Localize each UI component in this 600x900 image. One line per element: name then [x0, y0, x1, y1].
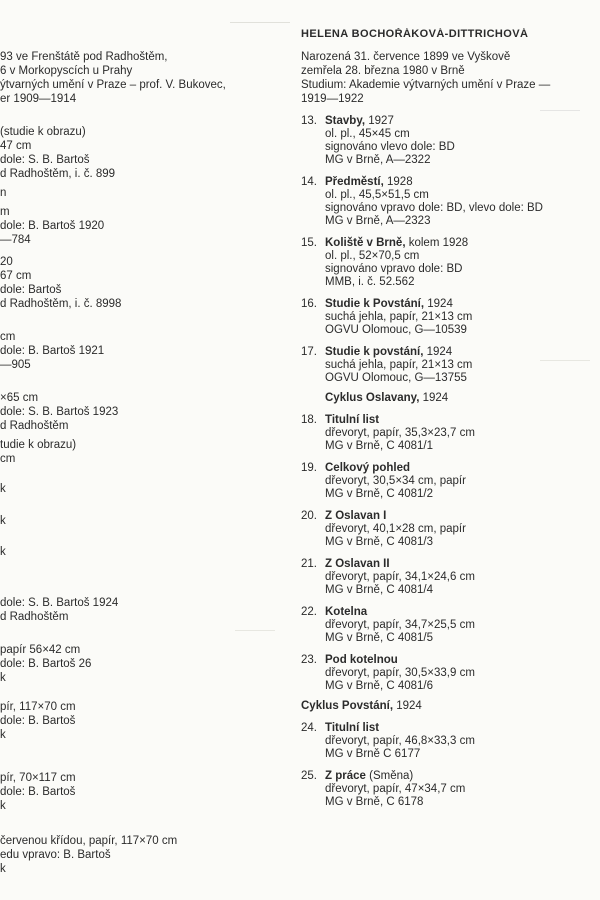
catalogue-entry	[301, 297, 600, 337]
left-column-line: pír, 70×117 cm	[0, 772, 76, 784]
left-column-line: d Radhoštěm, i. č. 899	[0, 168, 116, 180]
entry-number: 14.	[301, 176, 317, 188]
catalogue-entry	[301, 721, 600, 761]
left-column-line: dole: Bartoš	[0, 284, 62, 296]
entry-title: Studie k Povstání,	[325, 298, 425, 310]
left-column-line: edu vpravo: B. Bartoš	[0, 849, 111, 861]
bio-line: zemřela 28. března 1980 v Brně	[301, 65, 465, 77]
entry-title: Pod kotelnou	[325, 654, 398, 666]
left-column-line: dole: S. B. Bartoš 1924	[0, 597, 119, 609]
left-column-line: ×65 cm	[0, 392, 39, 404]
entry-heading	[301, 345, 600, 359]
left-column-line: červenou křídou, papír, 117×70 cm	[0, 835, 178, 847]
entry-title: Koliště v Brně,	[325, 237, 406, 249]
entry-heading	[301, 114, 600, 128]
left-column-line: k	[0, 515, 6, 527]
entry-detail-line: dřevoryt, papír, 46,8×33,3 cm	[325, 735, 475, 747]
entry-detail-line: OGVU Olomouc, G—10539	[325, 324, 467, 336]
left-column-line: k	[0, 800, 6, 812]
entry-detail-line: MG v Brně, C 4081/3	[325, 536, 434, 548]
entry-title: Studie k povstání,	[325, 346, 424, 358]
entry-detail-line: MMB, i. č. 52.562	[325, 276, 415, 288]
catalogue-entry	[301, 605, 600, 645]
entry-title: Titulní list	[325, 414, 380, 426]
entry-details	[301, 189, 600, 228]
entry-details	[301, 475, 600, 501]
entry-heading	[301, 413, 600, 427]
left-column-line: 47 cm	[0, 140, 32, 152]
entry-details	[301, 523, 600, 549]
entry-details	[301, 128, 600, 167]
entry-title: Z Oslavan II	[325, 558, 390, 570]
entry-title: Celkový pohled	[325, 462, 410, 474]
left-column-line: cm	[0, 331, 16, 343]
catalogue-entry	[301, 175, 600, 228]
entry-year: 1927	[365, 115, 394, 127]
entry-heading	[301, 297, 600, 311]
entry-year: (Směna)	[365, 770, 414, 782]
entry-heading	[301, 461, 600, 475]
entry-detail-line: suchá jehla, papír, 21×13 cm	[325, 311, 473, 323]
catalogue-entry	[301, 413, 600, 453]
left-column-line: —784	[0, 234, 31, 246]
right-column	[301, 28, 600, 817]
left-column-line: dole: B. Bartoš	[0, 786, 76, 798]
entry-details	[301, 667, 600, 693]
entry-heading	[301, 721, 600, 735]
left-column-line: k	[0, 672, 6, 684]
left-column-line: ýtvarných umění v Praze – prof. V. Bukovec,	[0, 79, 226, 91]
left-column-line: cm	[0, 453, 16, 465]
entry-number: 17.	[301, 346, 317, 358]
bio-line: Studium: Akademie výtvarných umění v Praze —	[301, 79, 551, 91]
entry-detail-line: dřevoryt, papír, 47×34,7 cm	[325, 783, 466, 795]
entry-details	[301, 250, 600, 289]
entry-detail-line: OGVU Olomouc, G—13755	[325, 372, 467, 384]
entry-number: 16.	[301, 298, 317, 310]
entry-number: 15.	[301, 237, 317, 249]
left-column-line: m	[0, 206, 10, 218]
entry-title: Kotelna	[325, 606, 368, 618]
left-column-line: er 1909—1914	[0, 93, 77, 105]
entry-detail-line: dřevoryt, papír, 34,1×24,6 cm	[325, 571, 475, 583]
left-column-line: k	[0, 546, 6, 558]
left-column-line: 6 v Morkopyscích u Prahy	[0, 65, 133, 77]
cycle-name: Cyklus Povstání,	[301, 700, 394, 712]
cycle-heading	[301, 699, 600, 713]
entry-detail-line: MG v Brně, A—2323	[325, 215, 431, 227]
entry-number: 23.	[301, 654, 317, 666]
entry-heading	[301, 769, 600, 783]
entry-detail-line: ol. pl., 52×70,5 cm	[325, 250, 420, 262]
entry-heading	[301, 557, 600, 571]
entry-details	[301, 571, 600, 597]
cycle-year: 1924	[393, 700, 422, 712]
catalogue-entry	[301, 236, 600, 289]
entry-detail-line: dřevoryt, papír, 34,7×25,5 cm	[325, 619, 475, 631]
left-column-line: dole: B. Bartoš 1920	[0, 220, 105, 232]
entry-year: kolem 1928	[405, 237, 469, 249]
left-column	[0, 0, 262, 900]
left-column-line: 20	[0, 256, 13, 268]
catalogue-entry	[301, 114, 600, 167]
entry-title: Předměstí,	[325, 176, 384, 188]
catalogue-entries	[301, 114, 600, 809]
catalogue-entry	[301, 557, 600, 597]
entry-number: 19.	[301, 462, 317, 474]
entry-heading	[301, 509, 600, 523]
entry-detail-line: MG v Brně, C 4081/2	[325, 488, 434, 500]
entry-detail-line: MG v Brně, C 4081/4	[325, 584, 434, 596]
cycle-year: 1924	[419, 392, 449, 404]
entry-details	[301, 735, 600, 761]
left-column-line: dole: B. Bartoš	[0, 715, 76, 727]
left-column-line: dole: S. B. Bartoš 1923	[0, 406, 119, 418]
entry-detail-line: dřevoryt, 30,5×34 cm, papír	[325, 475, 466, 487]
catalogue-entry	[301, 653, 600, 693]
entry-details	[301, 311, 600, 337]
left-column-line: d Radhoštěm	[0, 611, 69, 623]
left-column-line: k	[0, 729, 6, 741]
entry-number: 13.	[301, 115, 317, 127]
catalogue-entry	[301, 345, 600, 385]
entry-heading	[301, 653, 600, 667]
left-column-line: dole: S. B. Bartoš	[0, 154, 90, 166]
entry-details	[301, 783, 600, 809]
entry-details	[301, 619, 600, 645]
entry-detail-line: MG v Brně C 6177	[325, 748, 421, 760]
catalogue-entry	[301, 509, 600, 549]
entry-title: Z Oslavan I	[325, 510, 387, 522]
entry-number: 20.	[301, 510, 317, 522]
entry-detail-line: MG v Brně, C 4081/5	[325, 632, 434, 644]
entry-number: 24.	[301, 722, 317, 734]
entry-detail-line: suchá jehla, papír, 21×13 cm	[325, 359, 473, 371]
entry-detail-line: signováno vpravo dole: BD, vlevo dole: BD	[325, 202, 543, 214]
entry-detail-line: MG v Brně, A—2322	[325, 154, 431, 166]
entry-number: 22.	[301, 606, 317, 618]
cycle-heading	[301, 391, 600, 405]
left-column-line: dole: B. Bartoš 26	[0, 658, 92, 670]
left-column-line: papír 56×42 cm	[0, 644, 81, 656]
entry-year: 1928	[383, 176, 413, 188]
entry-detail-line: MG v Brně, C 6178	[325, 796, 424, 808]
entry-details	[301, 359, 600, 385]
left-column-line: k	[0, 863, 6, 875]
left-column-line: 67 cm	[0, 270, 32, 282]
left-column-line: k	[0, 483, 6, 495]
left-column-line: (studie k obrazu)	[0, 126, 86, 138]
entry-detail-line: ol. pl., 45,5×51,5 cm	[325, 189, 429, 201]
left-column-line: n	[0, 187, 7, 199]
entry-detail-line: dřevoryt, 40,1×28 cm, papír	[325, 523, 466, 535]
entry-detail-line: dřevoryt, papír, 30,5×33,9 cm	[325, 667, 475, 679]
entry-heading	[301, 236, 600, 250]
entry-year: 1924	[424, 298, 453, 310]
entry-title: Titulní list	[325, 722, 380, 734]
entry-detail-line: MG v Brně, C 4081/1	[325, 440, 434, 452]
entry-detail-line: ol. pl., 45×45 cm	[325, 128, 410, 140]
entry-detail-line: dřevoryt, papír, 35,3×23,7 cm	[325, 427, 475, 439]
artist-biography	[301, 50, 600, 106]
left-column-line: —905	[0, 359, 31, 371]
entry-number: 21.	[301, 558, 317, 570]
bio-line: Narozená 31. července 1899 ve Vyškově	[301, 51, 511, 63]
entry-number: 25.	[301, 770, 317, 782]
entry-title: Z práce	[325, 770, 366, 782]
left-column-line: pír, 117×70 cm	[0, 701, 76, 713]
left-column-line: dole: B. Bartoš 1921	[0, 345, 105, 357]
left-column-line: 93 ve Frenštátě pod Radhoštěm,	[0, 51, 168, 63]
bio-line: 1919—1922	[301, 93, 364, 105]
entry-detail-line: signováno vpravo dole: BD	[325, 263, 463, 275]
catalogue-entry	[301, 461, 600, 501]
catalogue-entry	[301, 769, 600, 809]
entry-heading	[301, 605, 600, 619]
left-column-line: d Radhoštěm, i. č. 8998	[0, 298, 122, 310]
entry-detail-line: signováno vlevo dole: BD	[325, 141, 455, 153]
entry-title: Stavby,	[325, 115, 366, 127]
entry-heading	[301, 175, 600, 189]
left-column-line: d Radhoštěm	[0, 420, 69, 432]
left-column-line: tudie k obrazu)	[0, 439, 77, 451]
cycle-name: Cyklus Oslavany,	[325, 392, 420, 404]
entry-year: 1924	[423, 346, 453, 358]
entry-detail-line: MG v Brně, C 4081/6	[325, 680, 434, 692]
entry-number: 18.	[301, 414, 317, 426]
entry-details	[301, 427, 600, 453]
artist-name: HELENA BOCHOŘÁKOVÁ-DITTRICHOVÁ	[301, 28, 529, 40]
